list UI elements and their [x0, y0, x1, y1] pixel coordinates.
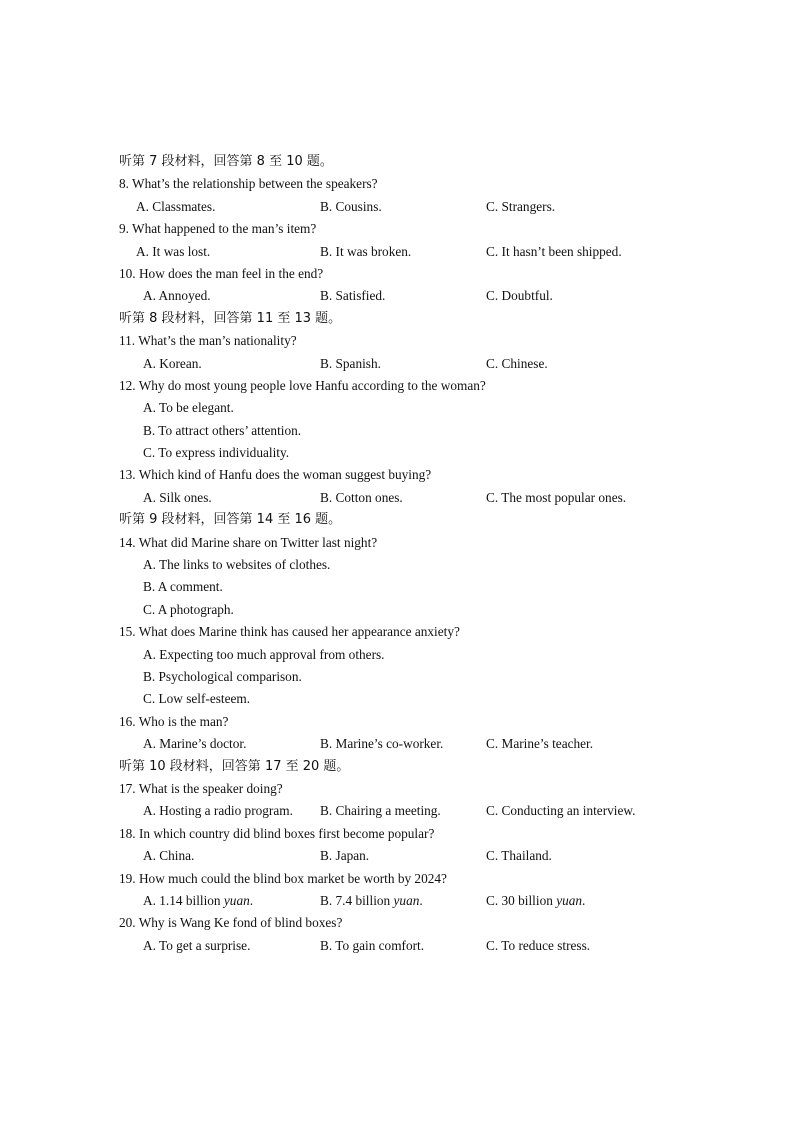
- option-b: B. Cotton ones.: [320, 489, 403, 505]
- option-a: A. Classmates.: [136, 198, 216, 214]
- section-heading: 听第 9 段材料，回答第 14 至 16 题。: [119, 512, 342, 528]
- option-b: B. Spanish.: [320, 355, 381, 371]
- question-stem: 13. Which kind of Hanfu does the woman suggest buying?: [119, 467, 432, 483]
- options-row: [0, 733, 794, 755]
- option-c: C. Doubtful.: [486, 288, 553, 304]
- option-b: B. Marine’s co-worker.: [320, 736, 444, 752]
- option-c: C. The most popular ones.: [486, 489, 627, 505]
- exam-page: [0, 151, 794, 957]
- options-row: [0, 935, 794, 957]
- options-row: [0, 890, 794, 912]
- option-c-text: C. 30 billion: [486, 892, 557, 908]
- option-b: B. To gain comfort.: [320, 937, 425, 953]
- question-stem: 9. What happened to the man’s item?: [119, 221, 317, 237]
- options-row: [0, 845, 794, 867]
- question-stem: 15. What does Marine think has caused her appearance anxiety?: [119, 624, 460, 640]
- option-b: B. Cousins.: [320, 198, 382, 214]
- option-c: C. Strangers.: [486, 198, 556, 214]
- option-c: [486, 890, 585, 912]
- option-c: C. A photograph.: [143, 601, 234, 617]
- currency-unit: yuan: [223, 892, 250, 908]
- option-b: B. It was broken.: [320, 243, 412, 259]
- option-a: A. To get a surprise.: [143, 937, 251, 953]
- option-b: B. To attract others’ attention.: [143, 422, 302, 438]
- option-a: [143, 890, 253, 912]
- question-stem: 20. Why is Wang Ke fond of blind boxes?: [119, 915, 343, 931]
- option-a-end: .: [249, 892, 254, 908]
- option-b: [320, 890, 423, 912]
- option-c: C. To reduce stress.: [486, 937, 591, 953]
- option-a: A. To be elegant.: [143, 400, 234, 416]
- option-a: A. Marine’s doctor.: [143, 736, 247, 752]
- option-a: A. Silk ones.: [143, 489, 212, 505]
- question-stem: 17. What is the speaker doing?: [119, 780, 283, 796]
- question-stem: 8. What’s the relationship between the speakers?: [119, 176, 378, 192]
- options-row: [0, 196, 794, 218]
- option-c: C. Low self-esteem.: [143, 691, 251, 707]
- question-stem: 16. Who is the man?: [119, 713, 229, 729]
- option-a: A. Annoyed.: [143, 288, 211, 304]
- options-row: [0, 285, 794, 307]
- section-heading: 听第 10 段材料，回答第 17 至 20 题。: [119, 758, 350, 774]
- option-b: B. Japan.: [320, 848, 370, 864]
- option-b: B. Chairing a meeting.: [320, 803, 441, 819]
- option-b: B. Psychological comparison.: [143, 668, 302, 684]
- option-c-end: .: [582, 892, 586, 908]
- question-stem: 10. How does the man feel in the end?: [119, 265, 324, 281]
- currency-unit: yuan: [393, 892, 420, 908]
- question-stem: 19. How much could the blind box market be worth by 2024?: [119, 870, 447, 886]
- option-c: C. Thailand.: [486, 848, 552, 864]
- option-c: C. Marine’s teacher.: [486, 736, 594, 752]
- option-b: B. A comment.: [143, 579, 223, 595]
- section-heading: 听第 8 段材料，回答第 11 至 13 题。: [119, 310, 342, 326]
- option-c: C. Chinese.: [486, 355, 548, 371]
- option-a: A. China.: [143, 848, 195, 864]
- option-b-text: B. 7.4 billion: [320, 892, 394, 908]
- options-row: [0, 487, 794, 509]
- section-heading: 听第 7 段材料，回答第 8 至 10 题。: [119, 154, 333, 169]
- question-stem: 14. What did Marine share on Twitter last night?: [119, 534, 378, 550]
- question-stem: 12. Why do most young people love Hanfu according to the woman?: [119, 377, 486, 393]
- options-row: [0, 353, 794, 375]
- option-a-text: A. 1.14 billion: [143, 892, 224, 908]
- option-a: A. It was lost.: [136, 243, 211, 259]
- options-row: [0, 800, 794, 822]
- option-c: C. It hasn’t been shipped.: [486, 243, 622, 259]
- option-a: A. Korean.: [143, 355, 202, 371]
- option-a: A. The links to websites of clothes.: [143, 557, 331, 573]
- option-c: C. To express individuality.: [143, 445, 290, 461]
- option-c: C. Conducting an interview.: [486, 803, 636, 819]
- currency-unit: yuan: [556, 892, 583, 908]
- options-row: [0, 241, 794, 263]
- option-b-end: .: [419, 892, 423, 908]
- option-a: A. Expecting too much approval from others.: [143, 646, 385, 662]
- option-b: B. Satisfied.: [320, 288, 386, 304]
- question-stem: 18. In which country did blind boxes first become popular?: [119, 825, 435, 841]
- question-stem: 11. What’s the man’s nationality?: [119, 333, 297, 349]
- option-a: A. Hosting a radio program.: [143, 803, 293, 819]
